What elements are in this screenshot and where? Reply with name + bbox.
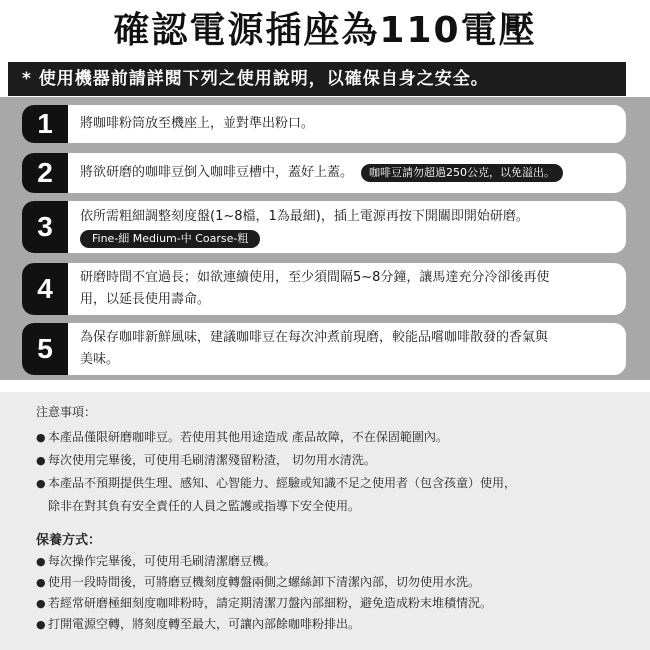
- step-text-line: 為保存咖啡新鮮風味，建議咖啡豆在每次沖煮前現磨，較能品嚐咖啡散發的香氣與: [80, 330, 549, 345]
- care-heading: 保養方式：: [36, 533, 102, 548]
- notes-panel: [0, 392, 650, 650]
- step-text-line: 研磨時間不宜過長；如欲連續使用，至少須間隔5~8分鐘，讓馬達充分冷卻後再使: [80, 270, 550, 285]
- page-title: 確認電源插座為110電壓: [113, 10, 537, 51]
- bullet-icon: ●: [36, 477, 46, 490]
- step-number: 5: [22, 323, 68, 375]
- notes-heading: 注意事項：: [36, 405, 97, 419]
- bullet-icon: ●: [36, 431, 46, 444]
- step-number: 4: [22, 263, 68, 315]
- bullet-icon: ●: [36, 618, 46, 631]
- steps-panel: [0, 97, 650, 380]
- bullet-icon: ●: [36, 597, 46, 610]
- note-item: ● 每次使用完畢後，可使用毛刷清潔殘留粉渣， 切勿用水清洗。: [36, 449, 630, 472]
- step-number: 2: [22, 153, 68, 193]
- step-4: [22, 263, 626, 315]
- note-item: ● 本產品僅限研磨咖啡豆。若使用其他用途造成 產品故障，不在保固範圍內。: [36, 426, 630, 449]
- step-text: 將欲研磨的咖啡豆倒入咖啡豆槽中，蓋好上蓋。: [80, 165, 354, 180]
- bullet-icon: ●: [36, 454, 46, 467]
- step-2: [22, 153, 626, 193]
- step-5: [22, 323, 626, 375]
- note-item: ● 本產品不預期提供生理、感知、心智能力、經驗或知識不足之使用者（包含孩童）使用，: [36, 472, 630, 495]
- grind-levels-badge: Fine-細 Medium-中 Coarse-粗: [80, 230, 260, 248]
- bullet-icon: ●: [36, 576, 46, 589]
- step-text-line: 用，以延長使用壽命。: [80, 292, 211, 307]
- care-item: ● 使用一段時間後，可將磨豆機刻度轉盤兩側之螺絲卸下清潔內部，切勿使用水洗。: [36, 572, 630, 593]
- step-text-line: 美味。: [80, 352, 120, 367]
- capacity-warning-badge: 咖啡豆請勿超過250公克，以免溢出。: [361, 164, 563, 182]
- step-number: 3: [22, 201, 68, 253]
- care-item: ● 若經常研磨極細刻度咖啡粉時，請定期清潔刀盤內部細粉，避免造成粉末堆積情況。: [36, 593, 630, 614]
- care-item: ● 每次操作完畢後，可使用毛刷清潔磨豆機。: [36, 551, 630, 572]
- care-item: ● 打開電源空轉，將刻度轉至最大，可讓內部餘咖啡粉排出。: [36, 614, 630, 635]
- step-1: [22, 105, 626, 143]
- note-item-continuation: 除非在對其負有安全責任的人員之監護或指導下安全使用。: [48, 499, 361, 513]
- step-text: 依所需粗細調整刻度盤(1~8檔，1為最細)，插上電源再按下開關即開始研磨。: [80, 209, 529, 224]
- step-3: [22, 201, 626, 253]
- safety-banner: * 使用機器前請詳閱下列之使用說明，以確保自身之安全。: [8, 62, 626, 96]
- step-text: 將咖啡粉筒放至機座上，並對準出粉口。: [80, 116, 315, 131]
- bullet-icon: ●: [36, 555, 46, 568]
- step-number: 1: [22, 105, 68, 143]
